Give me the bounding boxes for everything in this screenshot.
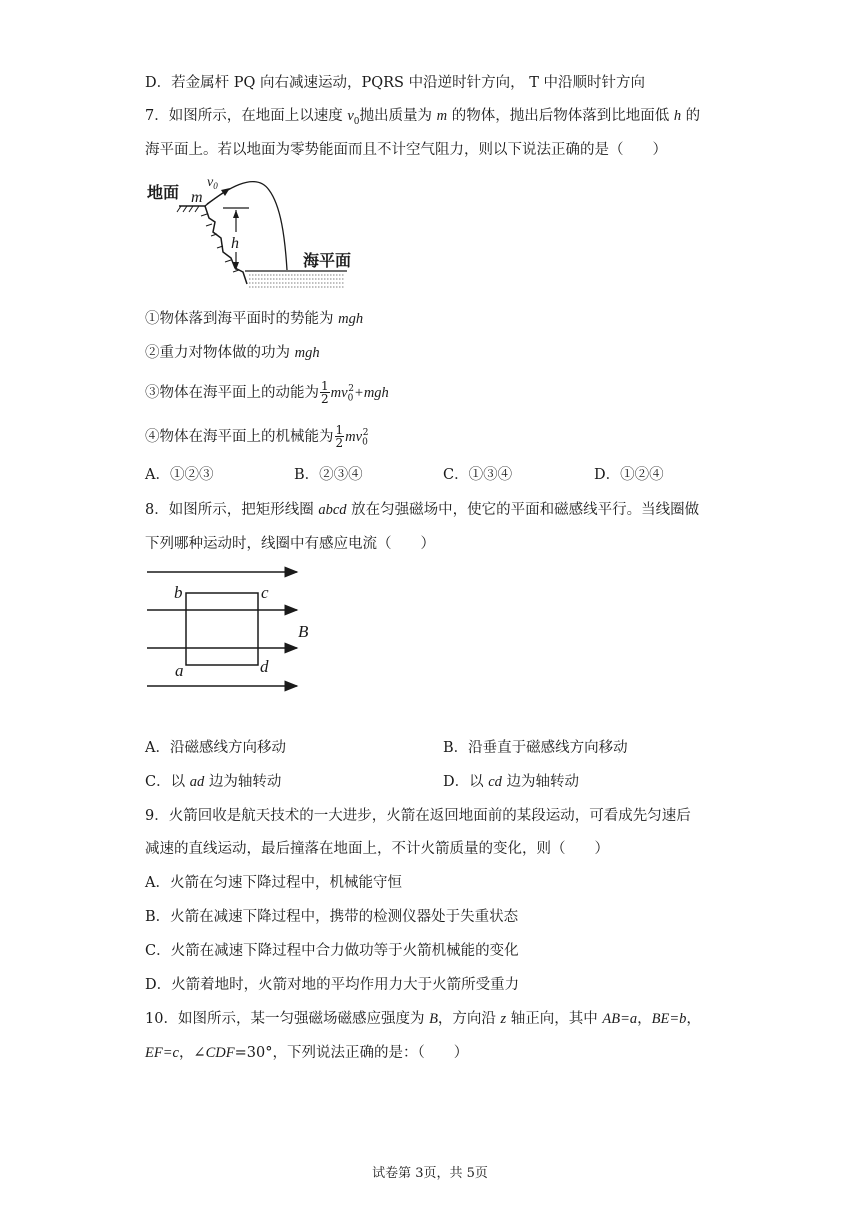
q9-option-c: C．火箭在减速下降过程中合力做功等于火箭机械能的变化 [145, 943, 519, 959]
q8-stem-line1: 8．如图所示，把矩形线圈 abcd 放在匀强磁场中，使它的平面和磁感线平行。当线圈做 [145, 502, 700, 518]
q7-statement-1: ①物体落到海平面时的势能为 mgh [145, 311, 364, 327]
q7-option-d: D．①②④ [594, 467, 664, 483]
q6-option-d: D．若金属杆 PQ 向右减速运动，PQRS 中沿逆时针方向， T 中沿顺时针方向 [145, 75, 645, 91]
q7-option-a: A．①②③ [145, 467, 214, 483]
q8-option-d: D．以 cd 边为轴转动 [443, 774, 580, 790]
q7-option-b: B．②③④ [294, 467, 363, 483]
q8-label-B: B [298, 622, 309, 641]
q7-statement-2: ②重力对物体做的功为 mgh [145, 345, 320, 361]
q8-option-c: C．以 ad 边为轴转动 [145, 774, 282, 790]
q7-figure-cliff [145, 172, 365, 294]
page-footer: 试卷第 3页，共 5页 [372, 1166, 488, 1181]
q7-ground-label: 地面 [147, 183, 180, 202]
q8-label-d: d [260, 657, 269, 676]
q9-option-a: A．火箭在匀速下降过程中，机械能守恒 [145, 875, 402, 891]
q8-label-b: b [174, 583, 183, 602]
q8-option-b: B．沿垂直于磁感线方向移动 [443, 740, 628, 756]
q7-s4-fraction: $\frac{1}{2}$ [335, 423, 344, 451]
q8-option-a: A．沿磁感线方向移动 [145, 740, 286, 756]
q7-stem-line1: 7．如图所示，在地面上以速度 $v_0$抛出质量为 m 的物体，抛出后物体落到比地面低 h 的 [145, 108, 701, 127]
q8-label-a: a [175, 661, 184, 680]
q10-stem-line1: 10．如图所示，某一匀强磁场磁感应强度为 B，方向沿 z 轴正向，其中 AB=a，BE=b， [145, 1011, 701, 1027]
q7-sea-label: 海平面 [303, 251, 352, 270]
q9-option-b: B．火箭在减速下降过程中，携带的检测仪器处于失重状态 [145, 909, 519, 925]
q10-stem-line2: EF=c，∠CDF=30°，下列说法正确的是：（ ） [145, 1045, 469, 1061]
q9-stem-line1: 9．火箭回收是航天技术的一大进步，火箭在返回地面前的某段运动，可看成先匀速后 [145, 808, 691, 824]
q7-statement-3: ③物体在海平面上的动能为 $\frac{1}{2}$ $mv_0^2+mgh$ [145, 379, 389, 407]
q7-option-c: C．①③④ [443, 467, 513, 483]
q9-option-d: D．火箭着地时，火箭对地的平均作用力大于火箭所受重力 [145, 977, 520, 993]
q7-v0-label: $v_0$ [207, 175, 218, 191]
q9-stem-line2: 减速的直线运动，最后撞落在地面上，不计火箭质量的变化，则（ ） [145, 841, 609, 857]
q7-s3-fraction: $\frac{1}{2}$ [321, 379, 329, 407]
q8-label-c: c [261, 583, 269, 602]
q7-h-label: h [231, 235, 239, 252]
q7-stem-line2: 海平面上。若以地面为零势能面而且不计空气阻力，则以下说法正确的是（ ） [145, 142, 667, 158]
q7-m-label: m [191, 189, 203, 206]
q8-stem-line2: 下列哪种运动时，线圈中有感应电流（ ） [145, 536, 435, 552]
q8-figure-coil [145, 565, 320, 695]
q7-statement-4: ④物体在海平面上的机械能为 $\frac{1}{2}$ $mv_0^2$ [145, 423, 369, 451]
